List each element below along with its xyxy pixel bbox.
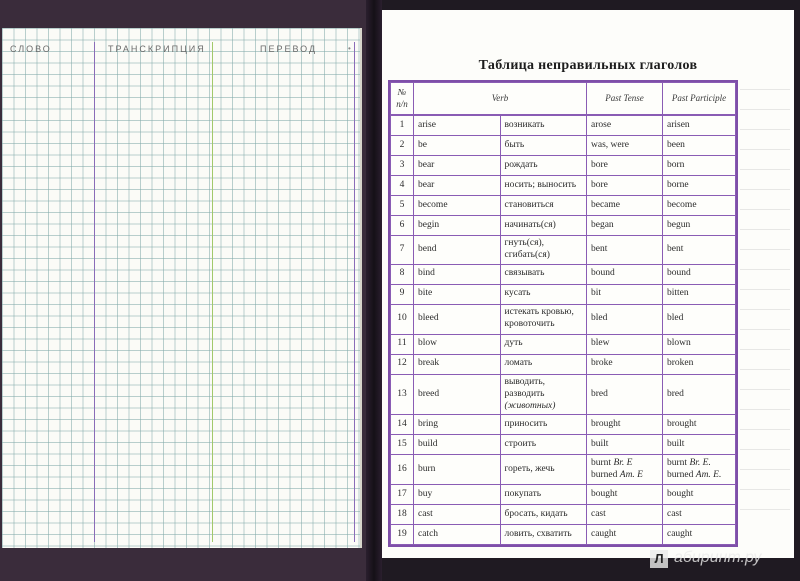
past-participle-cell: broken: [663, 354, 736, 374]
pp-note: Br. E.: [689, 458, 711, 468]
past-participle-cell: cast: [663, 505, 736, 525]
verb-cell: bear: [414, 176, 501, 196]
past-participle-cell: bred: [663, 374, 736, 415]
row-number: 4: [391, 176, 414, 196]
table-row: [391, 284, 736, 304]
translation-note: (животных): [504, 400, 556, 411]
past-participle-cell: bound: [663, 264, 736, 284]
verb-cell: become: [414, 196, 501, 216]
row-number: 13: [391, 374, 414, 415]
row-number: 15: [391, 435, 414, 455]
verb-cell: bring: [414, 415, 501, 435]
table-row: [391, 236, 736, 265]
past-participle-cell: built: [663, 435, 736, 455]
verb-cell: arise: [414, 116, 501, 136]
verb-cell: bear: [414, 156, 501, 176]
past-tense-cell: bore: [587, 176, 663, 196]
past-participle-cell: bled: [663, 304, 736, 334]
past-tense-cell: bit: [587, 284, 663, 304]
row-number: 11: [391, 334, 414, 354]
right-page: [382, 10, 794, 558]
past-participle-cell: become: [663, 196, 736, 216]
row-number: 9: [391, 284, 414, 304]
row-number: 1: [391, 116, 414, 136]
table-row: [391, 196, 736, 216]
translation-cell: начинать(ся): [500, 216, 587, 236]
translation-cell: ловить, схватить: [500, 525, 587, 545]
translation-cell: [500, 374, 587, 415]
pp-note-alt: Am. E.: [695, 469, 722, 480]
show-through: [740, 70, 790, 530]
translation-cell: рождать: [500, 156, 587, 176]
row-number: 18: [391, 505, 414, 525]
row-number: 17: [391, 485, 414, 505]
column-divider: [212, 42, 213, 542]
left-grid-page: [2, 28, 362, 548]
translation-cell: гнуть(ся), сгибать(ся): [500, 236, 587, 265]
table-row: [391, 435, 736, 455]
pp-form: burnt: [667, 458, 688, 468]
left-page-header: [2, 38, 360, 58]
verb-cell: break: [414, 354, 501, 374]
corner-dot-icon: •: [348, 44, 353, 53]
past-participle-cell: caught: [663, 525, 736, 545]
verb-cell: burn: [414, 455, 501, 485]
past-participle-cell: bent: [663, 236, 736, 265]
table-row: [391, 264, 736, 284]
past-tense-cell: cast: [587, 505, 663, 525]
translation-cell: гореть, жечь: [500, 455, 587, 485]
translation-cell: связывать: [500, 264, 587, 284]
table-row: [391, 525, 736, 545]
row-number: 5: [391, 196, 414, 216]
past-participle-cell: begun: [663, 216, 736, 236]
verb-cell: bite: [414, 284, 501, 304]
past-participle-cell: bitten: [663, 284, 736, 304]
column-divider: [94, 42, 95, 542]
past-participle-cell: arisen: [663, 116, 736, 136]
past-tense-cell: bore: [587, 156, 663, 176]
verb-cell: cast: [414, 505, 501, 525]
past-participle-cell: born: [663, 156, 736, 176]
row-number: 10: [391, 304, 414, 334]
past-tense-cell: [587, 455, 663, 485]
past-tense-cell: blew: [587, 334, 663, 354]
translation-cell: строить: [500, 435, 587, 455]
header-word: СЛОВО: [10, 44, 52, 54]
past-tense-cell: brought: [587, 415, 663, 435]
past-tense-cell: bred: [587, 374, 663, 415]
watermark-text: абиринт.ру: [674, 549, 762, 566]
verb-cell: buy: [414, 485, 501, 505]
table-row: [391, 485, 736, 505]
header-transcription: ТРАНСКРИПЦИЯ: [108, 44, 206, 54]
verb-cell: bind: [414, 264, 501, 284]
pp-form-alt: burned: [667, 469, 694, 480]
past-form: burnt: [591, 458, 612, 468]
past-participle-cell: brought: [663, 415, 736, 435]
past-note: Br. E: [613, 458, 633, 468]
column-divider: [354, 42, 355, 542]
past-tense-cell: built: [587, 435, 663, 455]
verb-cell: bleed: [414, 304, 501, 334]
translation-cell: бросать, кидать: [500, 505, 587, 525]
past-tense-cell: bound: [587, 264, 663, 284]
past-participle-cell: borne: [663, 176, 736, 196]
row-number: 2: [391, 136, 414, 156]
table-row: [391, 216, 736, 236]
past-tense-cell: bought: [587, 485, 663, 505]
past-participle-cell: been: [663, 136, 736, 156]
verb-cell: begin: [414, 216, 501, 236]
table-row: [391, 116, 736, 136]
row-number: 8: [391, 264, 414, 284]
row-number: 19: [391, 525, 414, 545]
translation-cell: становиться: [500, 196, 587, 216]
header-past-tense: Past Tense: [587, 83, 663, 115]
table-row: [391, 455, 736, 485]
verb-cell: catch: [414, 525, 501, 545]
table-row: [391, 176, 736, 196]
past-tense-cell: broke: [587, 354, 663, 374]
watermark-mark: Л: [650, 550, 668, 568]
translation-cell: кусать: [500, 284, 587, 304]
translation-text: выводить, разводить: [504, 376, 546, 399]
header-past-participle: Past Participle: [663, 83, 736, 115]
table-row: [391, 505, 736, 525]
table-header-row: [391, 83, 736, 115]
verb-cell: build: [414, 435, 501, 455]
table-row: [391, 334, 736, 354]
translation-cell: дуть: [500, 334, 587, 354]
past-note-alt: Am. E: [619, 469, 643, 480]
translation-cell: истекать кровью, кровоточить: [500, 304, 587, 334]
row-number: 14: [391, 415, 414, 435]
verb-cell: be: [414, 136, 501, 156]
past-tense-cell: became: [587, 196, 663, 216]
past-participle-cell: bought: [663, 485, 736, 505]
table-row: [391, 304, 736, 334]
row-number: 12: [391, 354, 414, 374]
past-participle-cell: blown: [663, 334, 736, 354]
table-row: [391, 354, 736, 374]
translation-cell: быть: [500, 136, 587, 156]
table-row: [391, 156, 736, 176]
page-title: Таблица неправильных глаголов: [478, 58, 698, 73]
verb-cell: breed: [414, 374, 501, 415]
verb-cell: blow: [414, 334, 501, 354]
translation-cell: носить; выносить: [500, 176, 587, 196]
translation-cell: возникать: [500, 116, 587, 136]
row-number: 7: [391, 236, 414, 265]
watermark-logo: [650, 548, 795, 572]
translation-cell: приносить: [500, 415, 587, 435]
translation-cell: ломать: [500, 354, 587, 374]
row-number: 6: [391, 216, 414, 236]
header-verb: Verb: [414, 83, 587, 115]
table-row: [391, 415, 736, 435]
past-participle-cell: [663, 455, 736, 485]
table-row: [391, 136, 736, 156]
irregular-verbs-table: [388, 80, 738, 547]
past-tense-cell: arose: [587, 116, 663, 136]
past-tense-cell: was, were: [587, 136, 663, 156]
past-tense-cell: began: [587, 216, 663, 236]
row-number: 16: [391, 455, 414, 485]
header-translation: ПЕРЕВОД: [260, 44, 318, 54]
translation-cell: покупать: [500, 485, 587, 505]
past-tense-cell: bent: [587, 236, 663, 265]
past-tense-cell: bled: [587, 304, 663, 334]
row-number: 3: [391, 156, 414, 176]
table-row: [391, 374, 736, 415]
past-form-alt: burned: [591, 469, 618, 480]
header-num: № п/п: [391, 83, 414, 115]
past-tense-cell: caught: [587, 525, 663, 545]
verb-cell: bend: [414, 236, 501, 265]
book-spine: [366, 0, 382, 581]
